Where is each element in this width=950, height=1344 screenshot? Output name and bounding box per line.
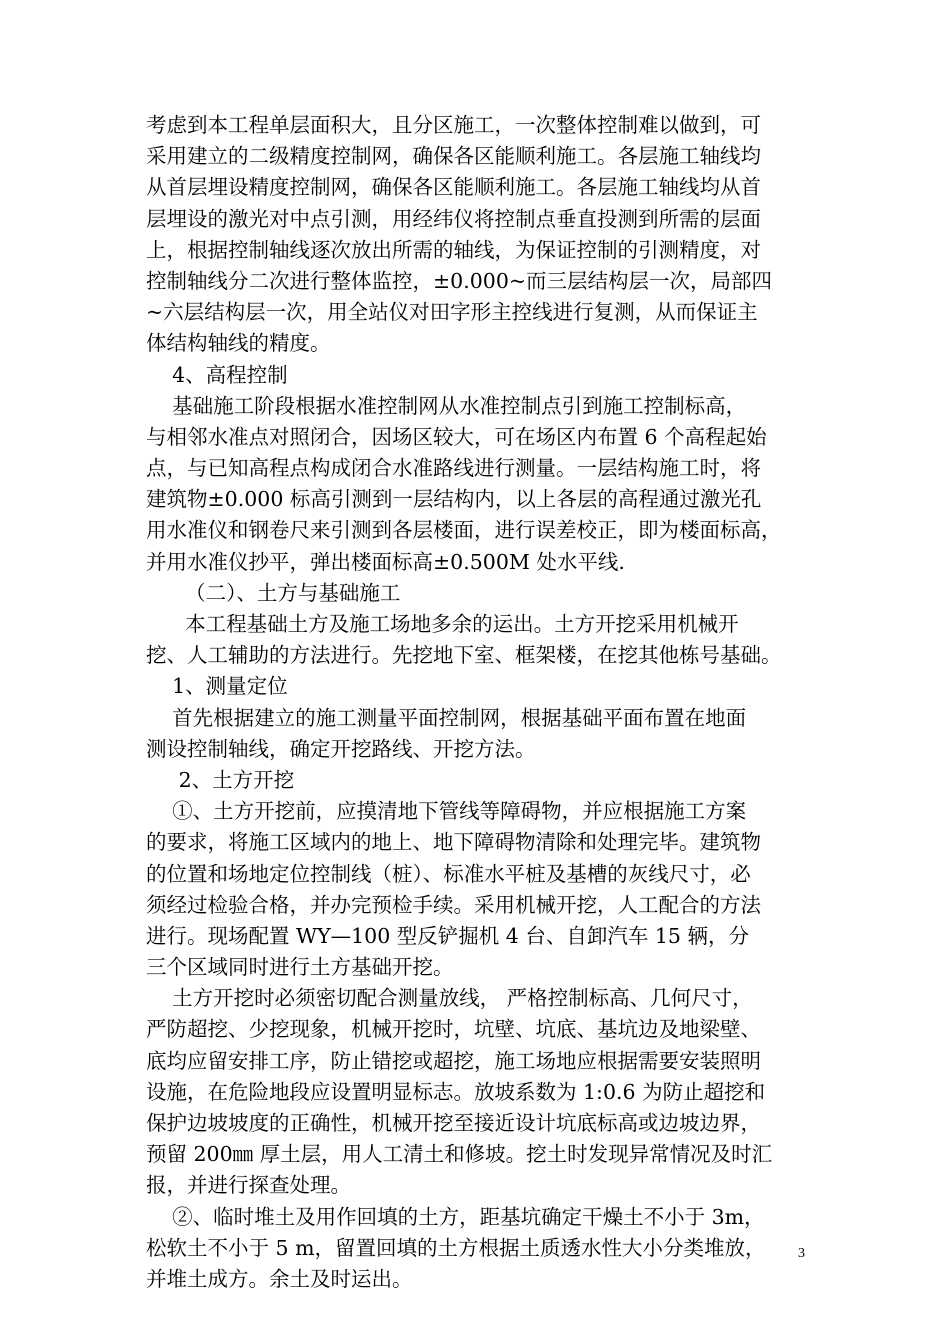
text-line: 严防超挖、少挖现象，机械开挖时，坑壁、坑底、基坑边及地梁壁、 xyxy=(146,1017,761,1042)
text-line: 控制轴线分二次进行整体监控，±0.000~而三层结构层一次，局部四 xyxy=(146,268,773,293)
text-line: ①、土方开挖前，应摸清地下管线等障碍物，并应根据施工方案 xyxy=(146,799,747,824)
text-line: 测设控制轴线，确定开挖路线、开挖方法。 xyxy=(146,736,536,761)
text-line: 从首层埋设精度控制网，确保各区能顺利施工。各层施工轴线均从首 xyxy=(146,175,761,200)
text-line: 基础施工阶段根据水准控制网从水准控制点引到施工控制标高， xyxy=(146,393,747,418)
text-line: 并用水准仪抄平，弹出楼面标高±0.500M 处水平线. xyxy=(146,549,625,574)
text-line: 建筑物±0.000 标高引测到一层结构内，以上各层的高程通过激光孔 xyxy=(146,487,762,512)
text-line: ②、临时堆土及用作回填的土方，距基坑确定干燥土不小于 3m， xyxy=(146,1204,765,1229)
text-line: 的要求，将施工区域内的地上、地下障碍物清除和处理完毕。建筑物 xyxy=(146,830,761,855)
body-text xyxy=(146,110,816,1295)
text-line: 须经过检验合格，并办完预检手续。采用机械开挖，人工配合的方法 xyxy=(146,892,761,917)
text-line: 本工程基础土方及施工场地多余的运出。土方开挖采用机械开 xyxy=(146,612,739,636)
text-line: 报，并进行探查处理。 xyxy=(146,1173,351,1198)
text-line: 设施，在危险地段应设置明显标志。放坡系数为 1:0.6 为防止超挖和 xyxy=(146,1079,766,1104)
text-line: 用水准仪和钢卷尺来引测到各层楼面，进行误差校正，即为楼面标高， xyxy=(146,518,782,543)
text-line: 2、土方开挖 xyxy=(146,767,295,792)
text-line: 预留 200㎜ 厚土层，用人工清土和修坡。挖土时发现异常情况及时汇 xyxy=(146,1142,773,1167)
text-line: 挖、人工辅助的方法进行。先挖地下室、框架楼，在挖其他栋号基础。 xyxy=(146,643,782,668)
text-line: 采用建立的二级精度控制网，确保各区能顺利施工。各层施工轴线均 xyxy=(146,144,761,169)
text-line: 与相邻水准点对照闭合，因场区较大，可在场区内布置 6 个高程起始 xyxy=(146,424,767,449)
text-line: 底均应留安排工序，防止错挖或超挖，施工场地应根据需要安装照明 xyxy=(146,1048,761,1073)
text-line: 上，根据控制轴线逐次放出所需的轴线，为保证控制的引测精度，对 xyxy=(146,237,761,262)
text-line: 进行。现场配置 WY—100 型反铲掘机 4 台、自卸汽车 15 辆，分 xyxy=(146,923,749,948)
text-line: 三个区域同时进行土方基础开挖。 xyxy=(146,955,454,980)
page-number: 3 xyxy=(798,1246,805,1261)
text-line: 1、测量定位 xyxy=(146,674,288,699)
text-line: 松软土不小于 5 m，留置回填的土方根据土质透水性大小分类堆放， xyxy=(146,1235,766,1260)
text-line: 层埋设的激光对中点引测，用经纬仪将控制点垂直投测到所需的层面 xyxy=(146,206,761,231)
text-line: 的位置和场地定位控制线（桩）、标准水平桩及基槽的灰线尺寸，必 xyxy=(146,861,751,886)
text-line: 土方开挖时必须密切配合测量放线， 严格控制标高、几何尺寸， xyxy=(146,986,753,1011)
text-line: 首先根据建立的施工测量平面控制网，根据基础平面布置在地面 xyxy=(146,705,747,730)
text-line: 考虑到本工程单层面积大，且分区施工，一次整体控制难以做到，可 xyxy=(146,113,761,137)
text-line: 体结构轴线的精度。 xyxy=(146,331,331,356)
text-line: （二）、土方与基础施工 xyxy=(146,580,401,605)
text-line: 保护边坡坡度的正确性，机械开挖至接近设计坑底标高或边坡边界， xyxy=(146,1111,761,1135)
text-line: 点，与已知高程点构成闭合水准路线进行测量。一层结构施工时，将 xyxy=(146,456,761,481)
text-line: 4、高程控制 xyxy=(146,362,288,387)
text-line: ~六层结构层一次，用全站仪对田字形主控线进行复测，从而保证主 xyxy=(146,300,758,325)
text-line: 并堆土成方。余土及时运出。 xyxy=(146,1266,413,1291)
